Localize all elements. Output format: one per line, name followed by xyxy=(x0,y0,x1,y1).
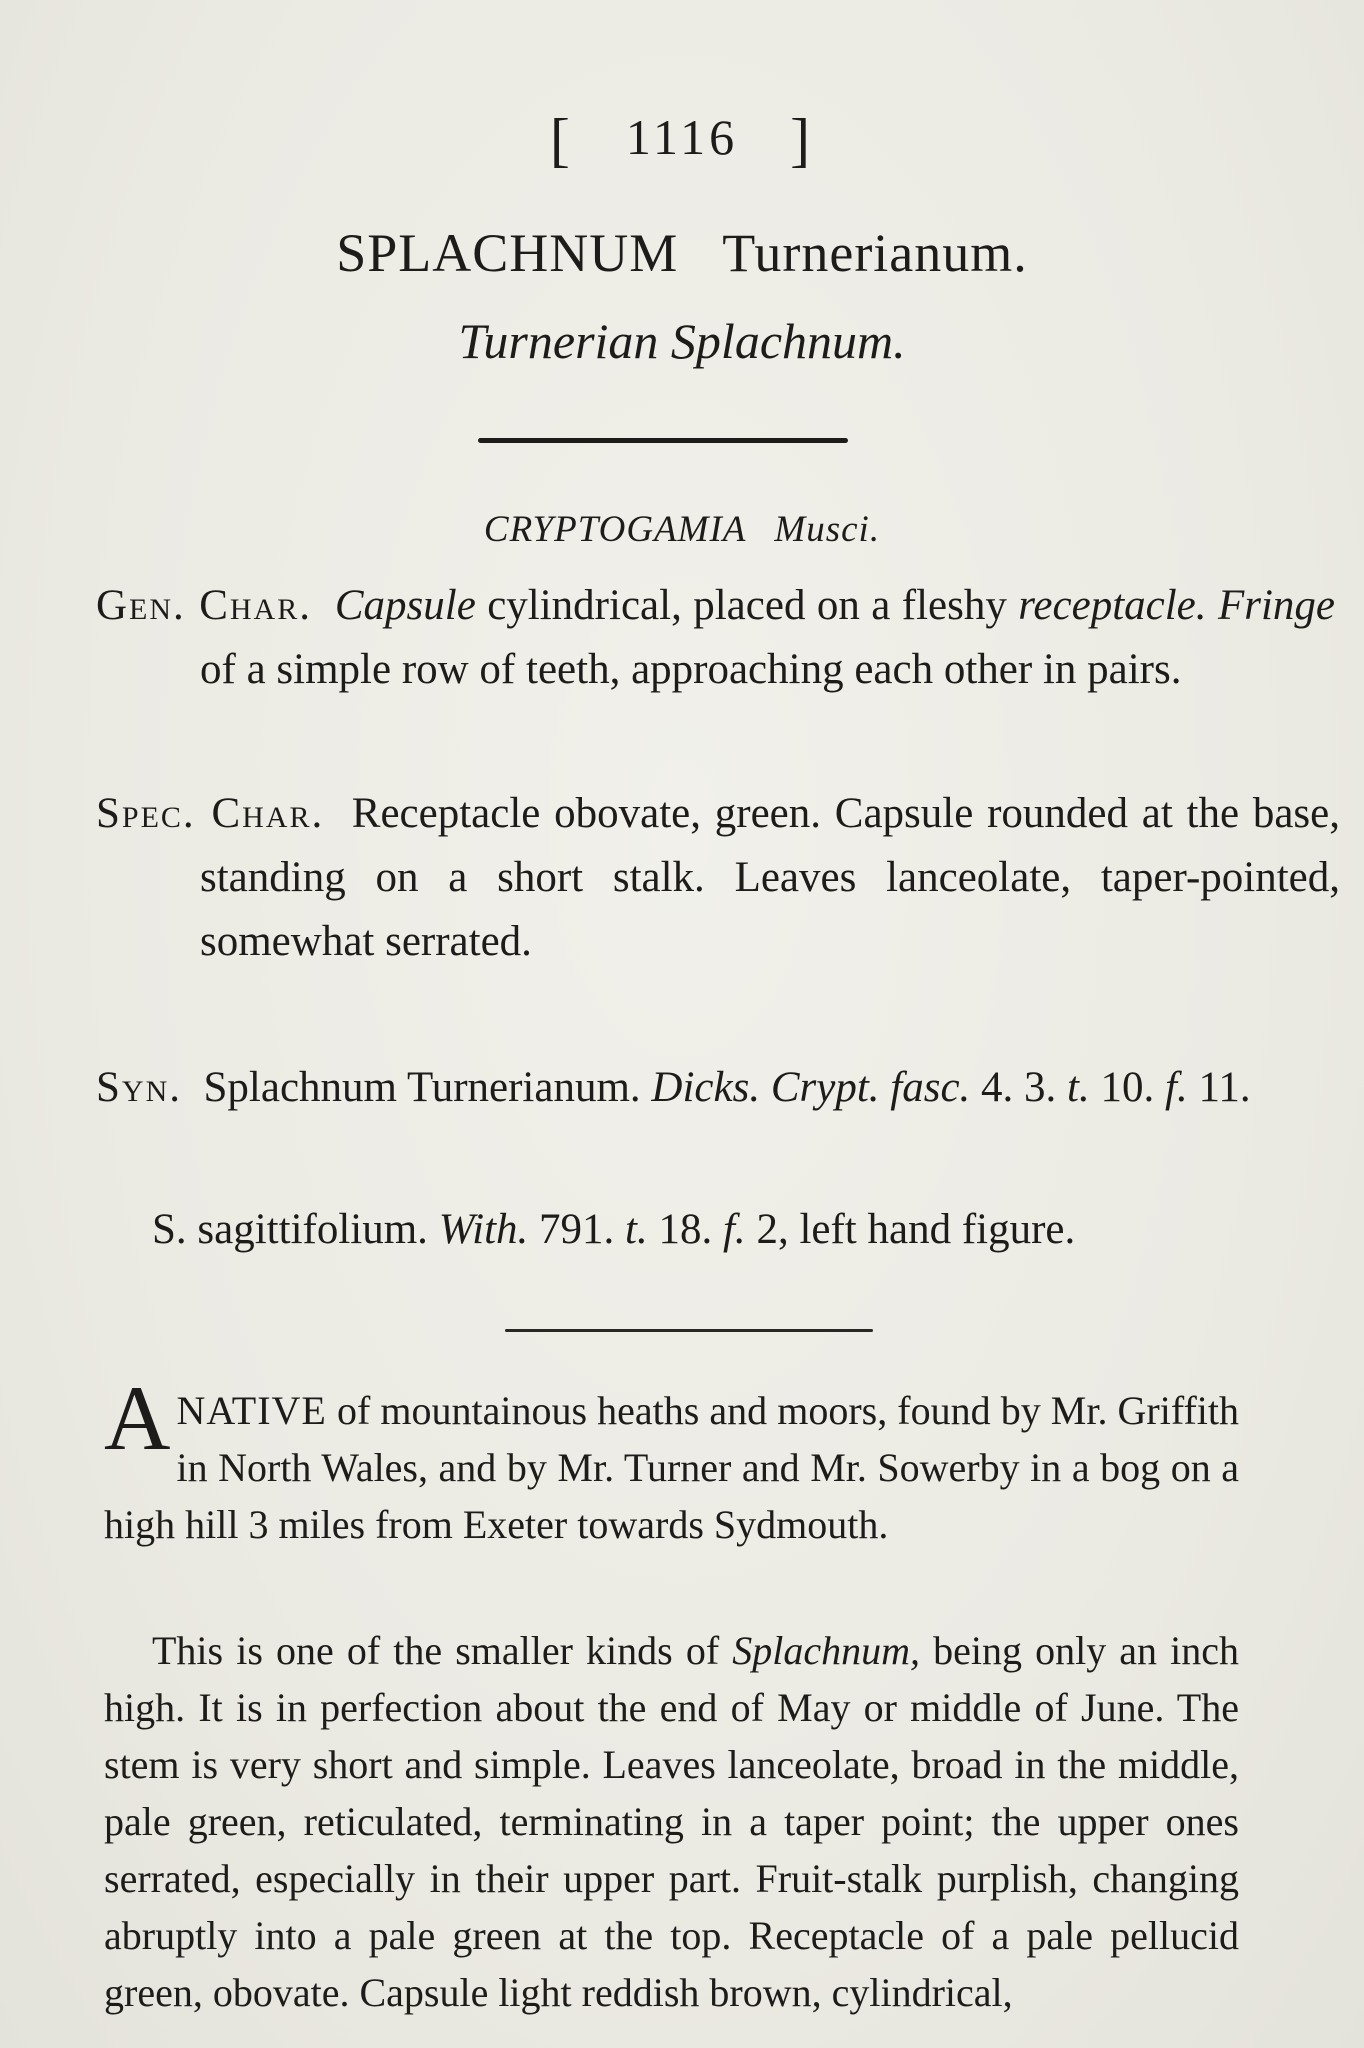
syn-2-rest: 2, left hand figure. xyxy=(745,1206,1076,1253)
genus-name: SPLACHNUM xyxy=(336,223,679,283)
syn-1-num-c: 11. xyxy=(1187,1064,1251,1111)
paragraph-2-text-a: This is one of the smaller kinds of xyxy=(152,1628,733,1673)
paragraph-1-text: of mountainous heaths and moors, found by Mr. Griffith in North Wales, and by Mr. Turner and Mr. Sowerby in a bog on a high hill 3 miles from Exeter towards Sydmouth. xyxy=(104,1388,1239,1547)
common-name: Turnerian Splachnum. xyxy=(458,313,906,369)
order-name: Musci. xyxy=(774,509,881,550)
syn-2-f: f. xyxy=(722,1206,746,1253)
syn-label: Syn. xyxy=(96,1064,182,1111)
syn-2-t: t. xyxy=(625,1206,648,1253)
specific-character xyxy=(96,782,1340,974)
gen-char-receptacle: receptacle. xyxy=(1018,582,1207,629)
syn-2-num-b: 18. xyxy=(647,1206,723,1253)
spec-char-label: Spec. Char. xyxy=(96,790,325,837)
page-number-value: 1116 xyxy=(625,109,739,165)
divider-rule xyxy=(478,438,848,443)
synonym-1 xyxy=(96,1056,1345,1120)
divider-rule-2 xyxy=(505,1329,873,1332)
gen-char-capsule: Capsule xyxy=(334,582,476,629)
paragraph-2 xyxy=(104,1622,1239,2021)
gen-char-fringe: Fringe xyxy=(1217,582,1335,629)
syn-2-num-a: 791. xyxy=(528,1206,626,1253)
paragraph-1 xyxy=(104,1367,1239,1553)
gen-char-text-2: of a simple row of teeth, approaching each other in pairs. xyxy=(200,646,1182,693)
bracket-close: ] xyxy=(790,107,815,173)
synonym-2 xyxy=(152,1198,1298,1262)
species-title xyxy=(0,222,1364,284)
syn-1-num-a: 4. 3. xyxy=(970,1064,1068,1111)
paragraph-2-genus: Splachnum, xyxy=(732,1628,921,1673)
syn-1-name: Splachnum Turnerianum. xyxy=(203,1064,652,1111)
syn-1-f: f. xyxy=(1165,1064,1188,1111)
syn-1-num-b: 10. xyxy=(1089,1064,1165,1111)
bracket-open: [ xyxy=(549,107,574,173)
classification xyxy=(0,508,1364,551)
gen-char-label: Gen. Char. xyxy=(96,582,312,629)
species-name: Turnerianum. xyxy=(722,223,1028,283)
syn-2-name: S. sagittifolium. xyxy=(152,1206,439,1253)
gen-char-space xyxy=(1207,582,1218,629)
syn-1-t: t. xyxy=(1067,1064,1090,1111)
page-number xyxy=(0,100,1364,173)
syn-2-ref: With. xyxy=(438,1206,529,1253)
generic-character xyxy=(96,574,1335,702)
syn-1-ref: Dicks. Crypt. fasc. xyxy=(651,1064,971,1111)
spec-char-text: Receptacle obovate, green. Capsule rounded at the base, standing on a short stalk. Leaves lanceolate, taper-pointed, somewhat serrated. xyxy=(200,790,1341,965)
paragraph-1-caps: NATIVE xyxy=(176,1388,327,1433)
gen-char-text-1: cylindrical, placed on a fleshy xyxy=(475,582,1019,629)
class-name: CRYPTOGAMIA xyxy=(483,509,747,550)
drop-cap: A xyxy=(104,1367,171,1469)
paragraph-2-text-b: being only an inch high. It is in perfection about the end of May or middle of June. The stem is very short and simple. Leaves lanceolate, broad in the middle, pale green, reticulated, terminating in a taper point; the upper ones serrated, especially in their upper part. Fruit-stalk purplish, changing abruptly into a pale green at the top. Receptacle of a pale pellucid green, obovate. Capsule light reddish brown, cylindrical, xyxy=(104,1628,1240,2015)
